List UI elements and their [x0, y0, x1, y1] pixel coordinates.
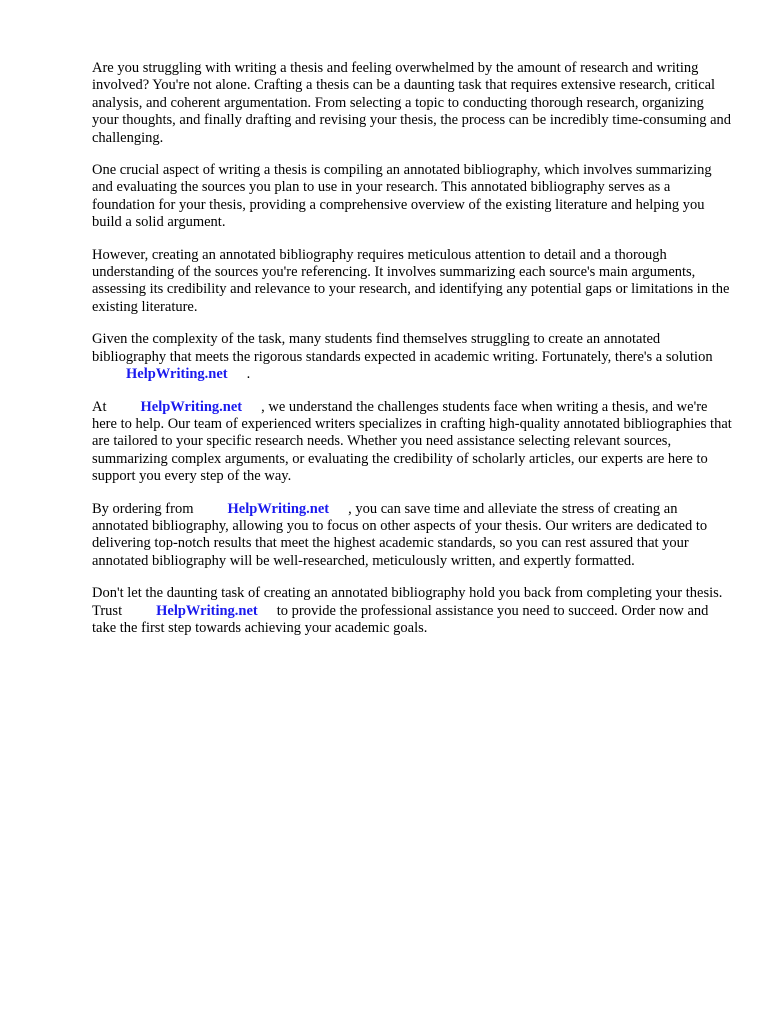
helpwriting-link-solution[interactable]: HelpWriting.net: [126, 366, 228, 383]
paragraph-solution-end: .: [246, 366, 251, 383]
paragraph-about-start: At: [92, 398, 107, 415]
paragraph-intro: Are you struggling with writing a thesis and feeling overwhelmed by the amount of research and writing involved? You're not alone. Crafting a thesis can be a daunting task that requires extensive research, critical analysis, and coherent argumentation. From selecting a topic to conducting thorough research, organizing your thoughts, and finally drafting and revising your thesis, the process can be incredibly time-consuming and challenging.: [92, 60, 732, 146]
paragraph-closing-text: to provide the professional assistance you need to succeed. Order now and take the first step towards achieving your academic goals.: [92, 602, 709, 636]
paragraph-requirements: However, creating an annotated bibliography requires meticulous attention to detail and a thorough understanding of the sources you're referencing. It involves summarizing each source's main arguments, assessing its credibility and relevance to your research, and identifying any potential gaps or limitations in the existing literature.: [92, 246, 730, 315]
helpwriting-link-ordering[interactable]: HelpWriting.net: [227, 500, 330, 517]
paragraph-solution: [92, 331, 732, 383]
paragraph-about-text: , we understand the challenges students face when writing a thesis, and we're here to help. Our team of experienced writers specializes in crafting high-quality annotated bibliographies that are tailored to your specific research needs. Whether you need assistance selecting relevant sources, summarizing complex arguments, or evaluating the credibility of scholarly articles, our experts are here to support you every step of the way.: [92, 398, 732, 485]
helpwriting-link-closing[interactable]: HelpWriting.net: [156, 602, 258, 619]
document-body: [92, 60, 732, 652]
paragraph-ordering-text: , you can save time and alleviate the stress of creating an annotated bibliography, allowing you to focus on other aspects of your thesis. Our writers are dedicated to delivering top-notch results that meet the highest academic standards, so you can rest assured that your annotated bibliography will be well-researched, meticulously written, and expertly formatted.: [92, 500, 708, 569]
paragraph-ordering-start: By ordering from: [92, 500, 194, 517]
paragraph-solution-text: Given the complexity of the task, many students find themselves struggling to create an annotated bibliography that meets the rigorous standards expected in academic writing. Fortunately, there's a solution: [92, 331, 713, 365]
helpwriting-link-about[interactable]: HelpWriting.net: [140, 398, 243, 415]
paragraph-ordering: [92, 501, 732, 571]
paragraph-closing-start: Don't let the daunting task of creating an annotated bibliography hold you back from completing your thesis. Trust: [92, 585, 723, 619]
paragraph-annotated-bibliography: One crucial aspect of writing a thesis is compiling an annotated bibliography, which involves summarizing and evaluating the sources you plan to use in your research. This annotated bibliography serves as a foundation for your thesis, providing a comprehensive overview of the existing literature and helping you build a solid argument.: [92, 162, 712, 231]
paragraph-closing: [92, 585, 732, 637]
paragraph-about: [92, 399, 732, 486]
